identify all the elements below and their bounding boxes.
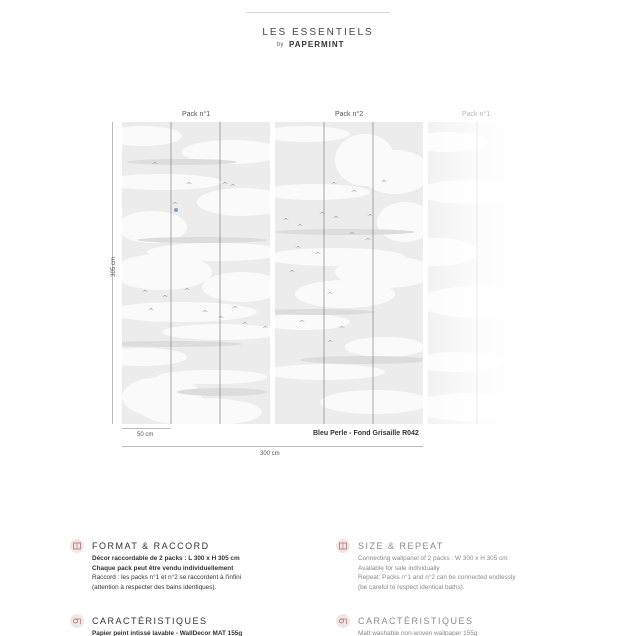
section-line: Matt washable non-woven wallpaper 155g — [358, 630, 478, 636]
pack-2-label: Pack n°2 — [335, 111, 364, 118]
mural-pack-2-art — [275, 122, 423, 424]
brand-header — [0, 27, 636, 49]
paper-roll-icon — [70, 614, 84, 628]
colorway-caption: Bleu Perle - Fond Grisaille R042 — [313, 430, 419, 437]
strip-dimension-label: 50 cm — [137, 432, 154, 438]
section-characteristics-en — [358, 616, 598, 636]
width-dimension-label: 300 cm — [260, 451, 280, 457]
section-title: FORMAT & RACCORD — [92, 541, 210, 551]
pack-1-label: Pack n°1 — [182, 111, 211, 118]
section-format-raccord — [92, 541, 332, 592]
brand-logo: PAPERMINT — [289, 40, 345, 49]
strip-dimension-line — [122, 428, 171, 429]
mural-pack-2 — [275, 122, 423, 424]
pack-1-repeat-label: Pack n°1 — [462, 111, 491, 118]
section-line: (attention à respecter des bains identiques). — [92, 583, 217, 591]
mural-pack-1-repeat-art — [428, 122, 523, 424]
section-caracteristiques — [92, 616, 332, 636]
section-title: SIZE & REPEAT — [358, 541, 444, 551]
section-size-repeat — [358, 541, 598, 592]
section-line: Connecting wallpanel of 2 packs : W 300 x H 305 cm — [358, 555, 508, 562]
section-line: Repeat: Packs n°1 and n°2 can be connected endlessly — [358, 574, 516, 582]
width-dimension-line — [122, 446, 423, 447]
wall-panel-icon — [336, 539, 350, 553]
section-line: Papier peint intissé lavable - WallDecor MAT 155g — [92, 630, 243, 636]
section-title: CARACTÉRISTIQUES — [92, 616, 208, 626]
top-divider — [246, 12, 390, 13]
paper-roll-icon — [336, 614, 350, 628]
brand-by: by — [277, 42, 284, 48]
wall-panel-icon — [70, 539, 84, 553]
mural-pack-1 — [122, 122, 270, 424]
mural-pack-1-repeat — [428, 122, 523, 424]
height-dimension-label: 305 cm — [110, 257, 117, 277]
section-title: CARACTÉRISTIQUES — [358, 616, 474, 626]
section-line: Available for sale individually — [358, 564, 440, 572]
section-line: (be careful to respect identical baths). — [358, 583, 465, 591]
section-line: Raccord : les packs n°1 et n°2 se raccordent à l'infini — [92, 574, 242, 582]
section-line: Chaque pack peut être vendu individuellement — [92, 564, 234, 572]
collection-title: LES ESSENTIELS — [262, 27, 374, 38]
section-line: Décor raccordable de 2 packs : L 300 x H 305 cm — [92, 555, 240, 562]
mural-pack-1-art — [122, 122, 270, 424]
